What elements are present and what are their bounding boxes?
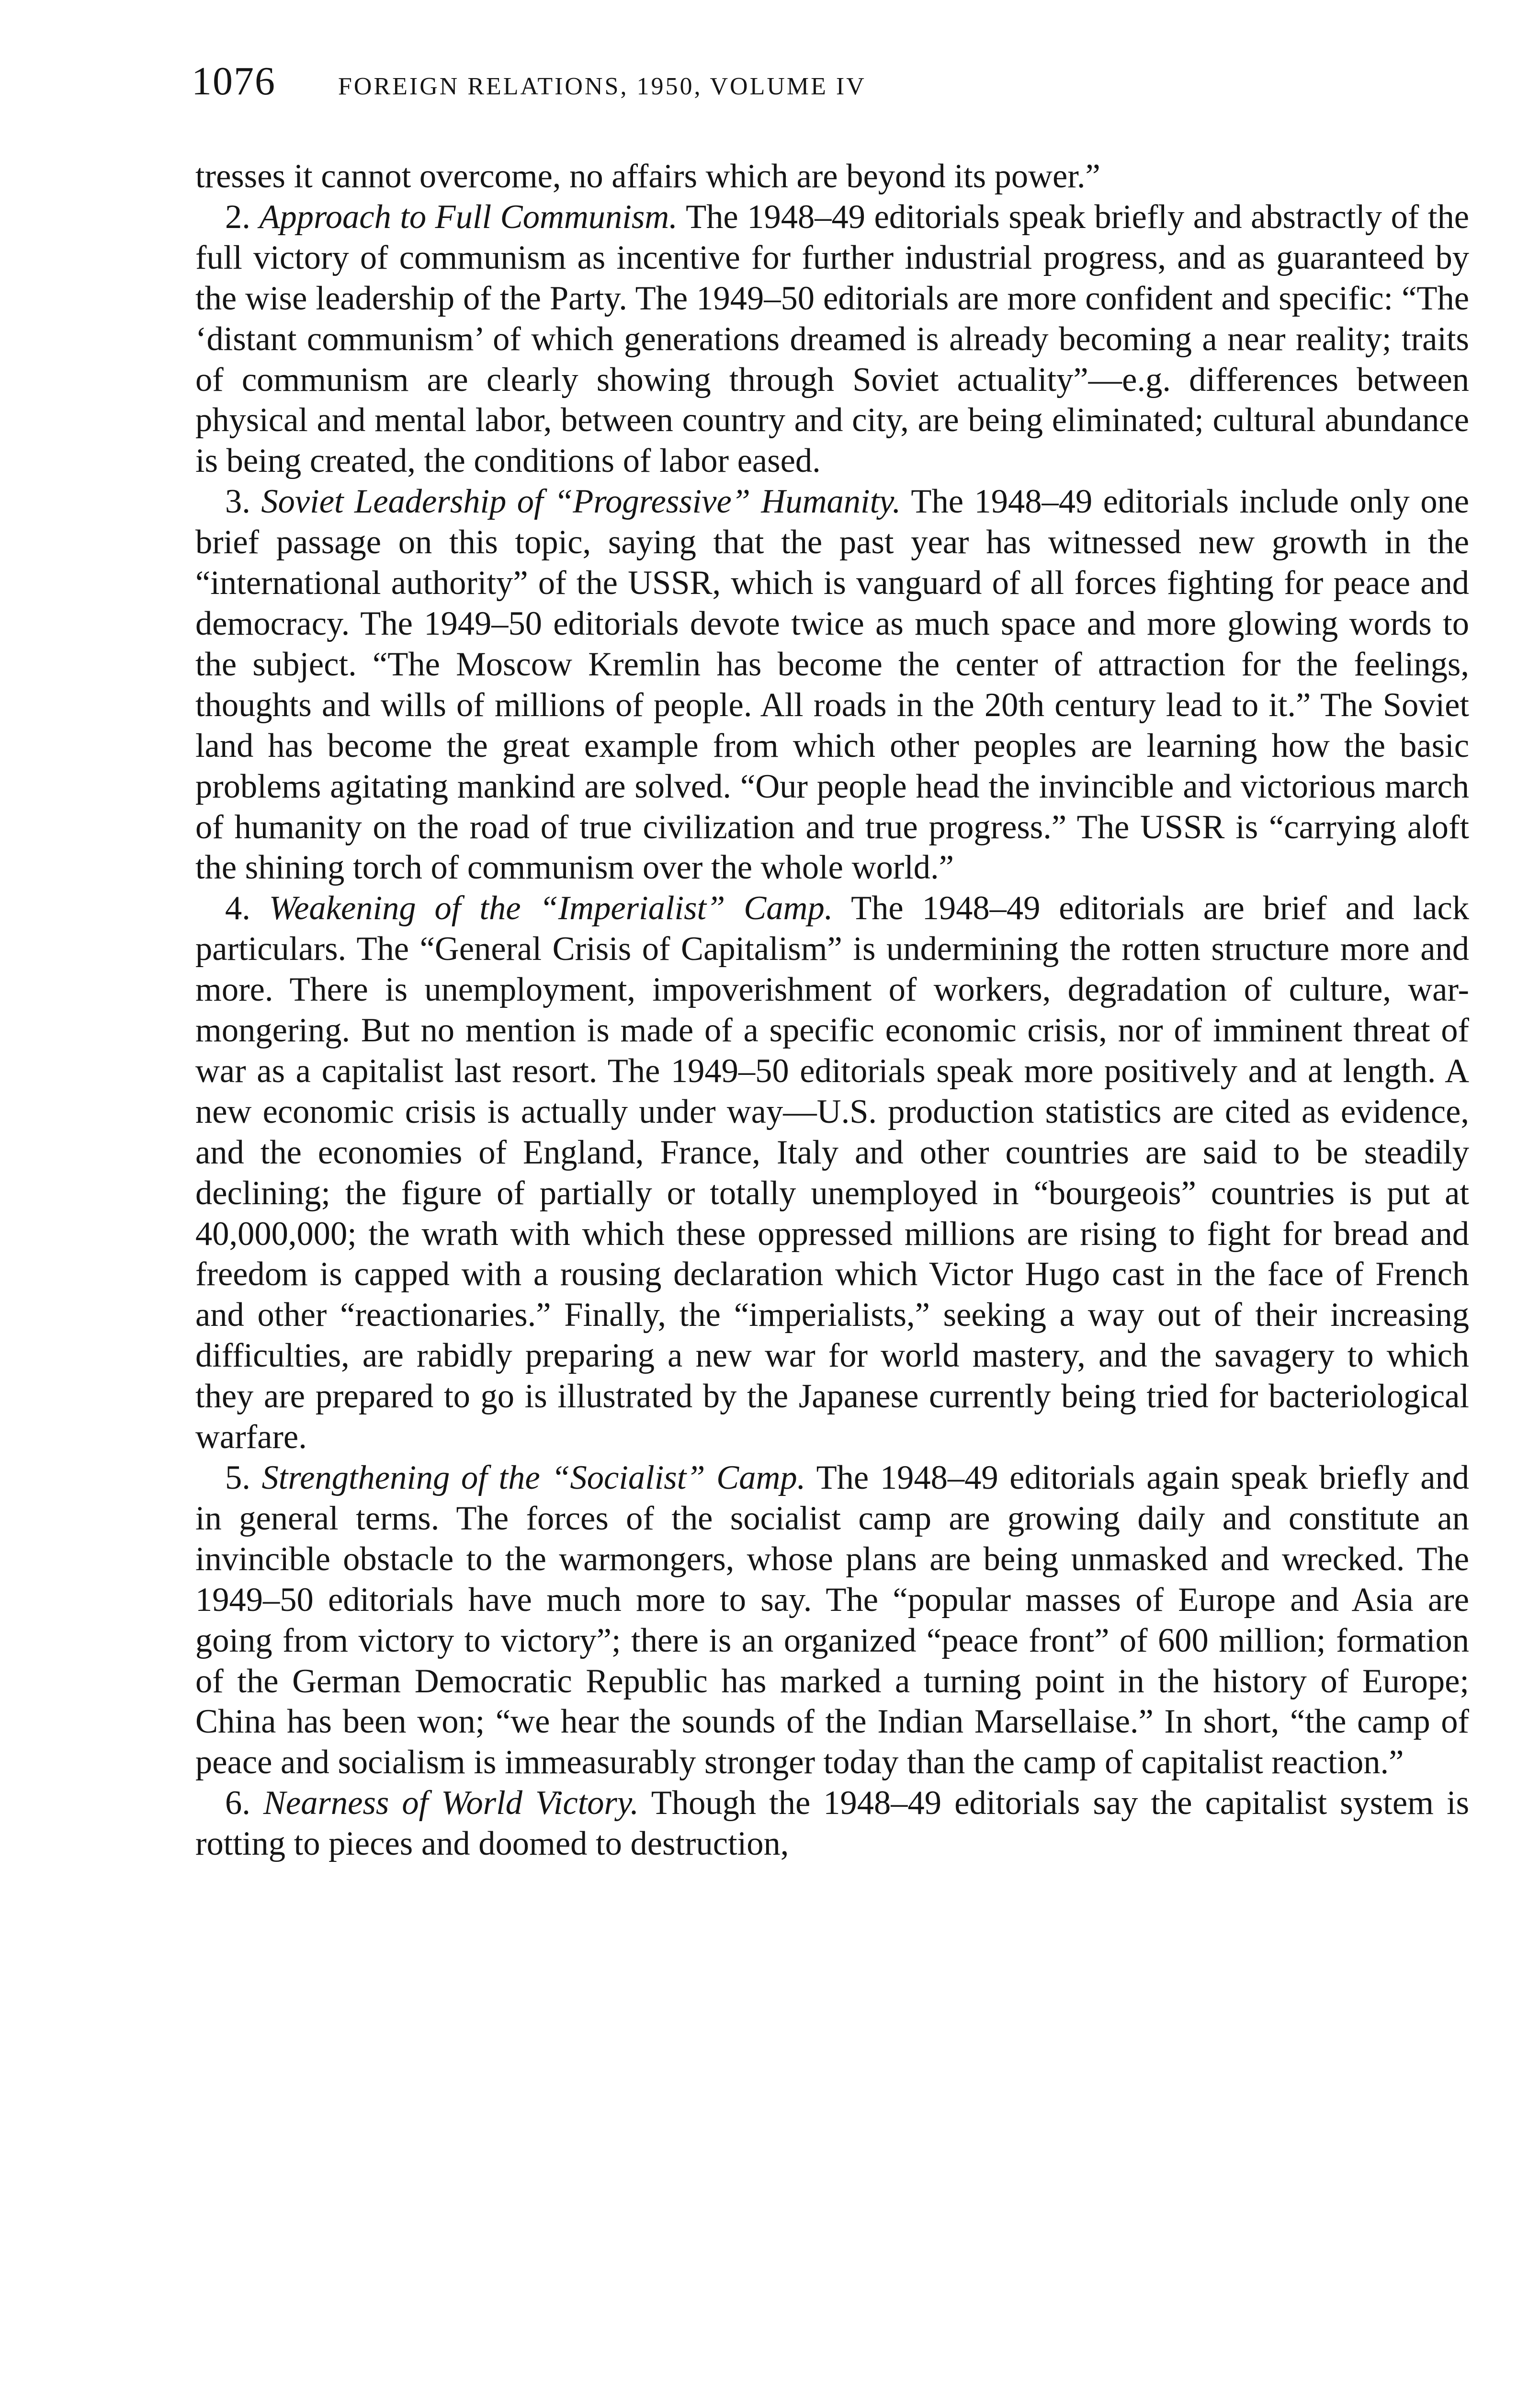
section-paragraph-5 bbox=[195, 1458, 1469, 1783]
section-text: The 1948–49 editorials include only one brief passage on this topic, saying that the past year has witnessed new growth in the “international authority” of the USSR, which is vanguard of all forces fighting for peace and democracy. The 1949–50 editorials devote twice as much space and more glowing words to the subject. “The Moscow Kremlin has become the center of attraction for the feelings, thoughts and wills of millions of people. All roads in the 20th century lead to it.” The Soviet land has become the great example from which other peoples are learning how the basic problems agitating mankind are solved. “Our people head the invincible and victorious march of humanity on the road of true civilization and true progress.” The USSR is “carrying aloft the shining torch of communism over the whole world.” bbox=[195, 483, 1469, 887]
page-number: 1076 bbox=[192, 59, 276, 103]
section-number: 6. bbox=[225, 1784, 250, 1822]
body-text bbox=[195, 156, 1469, 1864]
section-title: Soviet Leadership of “Progressive” Humanity. bbox=[261, 483, 901, 521]
section-text: The 1948–49 editorials again speak briefly and in general terms. The forces of the socialist camp are growing daily and constitute an invincible obstacle to the warmongers, whose plans are being unmasked and wrecked. The 1949–50 editorials have much more to say. The “popular masses of Europe and Asia are going from victory to victory”; there is an organized “peace front” of 600 million; formation of the German Democratic Republic has marked a turning point in the history of Europe; China has been won; “we hear the sounds of the Indian Marsellaise.” In short, “the camp of peace and socialism is immeasurably stronger today than the camp of capitalist reaction.” bbox=[195, 1459, 1469, 1781]
section-title: Approach to Full Communism. bbox=[259, 198, 678, 236]
section-title: Weakening of the “Imperialist” Camp. bbox=[269, 890, 833, 927]
section-text: The 1948–49 editorials speak briefly and abstractly of the full victory of communism as incentive for further industrial progress, and as guaranteed by the wise leadership of the Party. The 1949–50 editorials are more confident and specific: “The ‘distant communism’ of which generations dreamed is already becoming a near reality; traits of communism are clearly showing through Soviet actuality”—e.g. differences between physical and mental labor, between country and city, are being eliminated; cultural abundance is being created, the conditions of labor eased. bbox=[195, 198, 1470, 480]
section-number: 4. bbox=[225, 890, 250, 927]
section-paragraph-2 bbox=[195, 197, 1469, 481]
section-text: The 1948–49 editorials are brief and lack particulars. The “General Crisis of Capitalism” is undermining the rotten structure more and more. There is unemployment, impoverishment of workers, degradation of culture, war-mongering. But no mention is made of a specific economic crisis, nor of imminent threat of war as a capitalist last resort. The 1949–50 editorials speak more positively and at length. A new economic crisis is actually under way—U.S. production statistics are cited as evidence, and the economies of England, France, Italy and other countries are said to be steadily declining; the figure of partially or totally unemployed in “bourgeois” countries is put at 40,000,000; the wrath with which these oppressed millions are rising to fight for bread and freedom is capped with a rousing declaration which Victor Hugo cast in the face of French and other “reactionaries.” Finally, the “imperialists,” seeking a way out of their increasing difficulties, are rabidly preparing a new war for world mastery, and the savagery to which they are prepared to go is illustrated by the Japanese currently being tried for bacteriological warfare. bbox=[195, 890, 1469, 1456]
section-title: Strengthening of the “Socialist” Camp. bbox=[261, 1459, 806, 1496]
section-paragraph-3 bbox=[195, 481, 1469, 888]
section-title: Nearness of World Victory. bbox=[263, 1784, 639, 1822]
section-paragraph-4 bbox=[195, 888, 1469, 1458]
continuation-paragraph: tresses it cannot overcome, no affairs which are beyond its power.” bbox=[195, 158, 1100, 195]
section-number: 2. bbox=[225, 198, 250, 236]
running-head bbox=[192, 59, 1469, 133]
section-number: 5. bbox=[225, 1459, 250, 1496]
running-head-title: FOREIGN RELATIONS, 1950, VOLUME IV bbox=[338, 73, 866, 100]
section-number: 3. bbox=[225, 483, 250, 521]
document-page bbox=[192, 59, 1470, 1864]
section-paragraph-6 bbox=[195, 1783, 1469, 1864]
section-text: Though the 1948–49 editorials say the capitalist system is rotting to pieces and doomed to destruction, bbox=[195, 1784, 1470, 1863]
